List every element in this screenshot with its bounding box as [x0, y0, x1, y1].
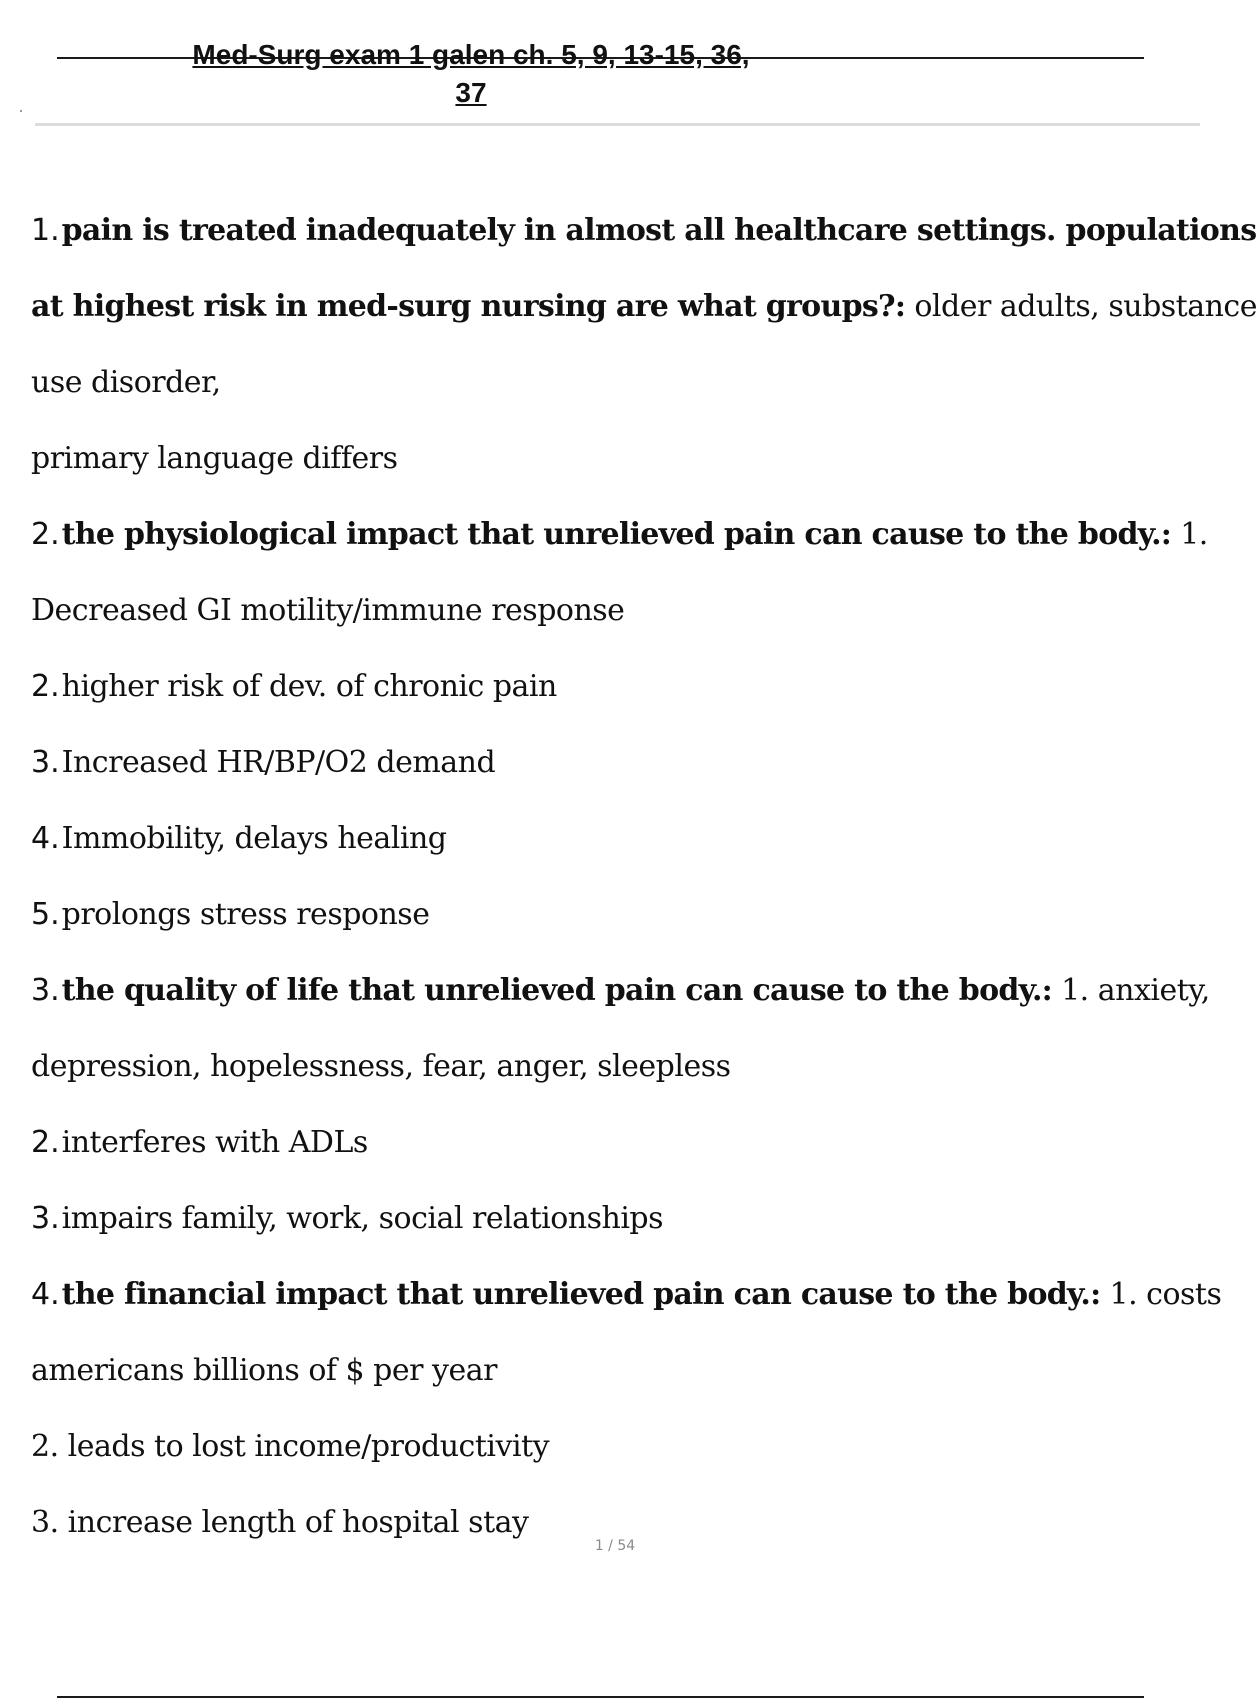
- page-title-line-2: 37: [455, 77, 487, 108]
- header-dot: [20, 110, 22, 112]
- answer-text: use disorder,: [31, 365, 221, 400]
- text-line-7: [31, 649, 1171, 725]
- text-line-15: [31, 1257, 1222, 1333]
- text-line-11: [31, 953, 1210, 1029]
- item-number: 5.: [31, 897, 60, 932]
- answer-text: depression, hopelessness, fear, anger, sleepless: [31, 1049, 731, 1084]
- answer-text: impairs family, work, social relationships: [61, 1201, 664, 1236]
- answer-text: higher risk of dev. of chronic pain: [61, 669, 557, 704]
- text-line-9: [31, 801, 1171, 877]
- answer-text: americans billions of $ per year: [31, 1353, 497, 1388]
- item-number: 4.: [31, 1277, 60, 1312]
- answer-text: interferes with ADLs: [61, 1125, 368, 1160]
- item-number: 3.: [31, 745, 60, 780]
- text-line-12: [31, 1029, 1171, 1105]
- text-line-8: [31, 725, 1171, 801]
- answer-text: prolongs stress response: [61, 897, 430, 932]
- item-number: 4.: [31, 821, 60, 856]
- answer-text: 2. leads to lost income/productivity: [31, 1429, 550, 1464]
- page-indicator: 1 / 54: [594, 1538, 636, 1554]
- item-number: 2.: [31, 1125, 60, 1160]
- item-number: 3.: [31, 973, 60, 1008]
- text-line-1: [31, 193, 1257, 269]
- answer-text: primary language differs: [31, 441, 398, 476]
- answer-text: Increased HR/BP/O2 demand: [61, 745, 496, 780]
- question-text: the quality of life that unrelieved pain can cause to the body.:: [61, 973, 1053, 1008]
- question-text: pain is treated inadequately in almost all healthcare settings. populations: [61, 213, 1257, 248]
- text-line-13: [31, 1105, 1171, 1181]
- question-text: at highest risk in med-surg nursing are what groups?:: [31, 289, 906, 324]
- item-number: 3.: [31, 1201, 60, 1236]
- text-line-6: [31, 573, 1171, 649]
- question-text: the financial impact that unrelieved pain can cause to the body.:: [61, 1277, 1101, 1312]
- item-number: 2.: [31, 517, 60, 552]
- page-title: [150, 36, 792, 112]
- answer-text: 1.: [1171, 517, 1208, 552]
- text-line-2: [31, 269, 1257, 345]
- answer-text: 1. costs: [1100, 1277, 1222, 1312]
- text-line-16: [31, 1333, 1171, 1409]
- answer-text: Decreased GI motility/immune response: [31, 593, 625, 628]
- answer-text: older adults, substance: [905, 289, 1257, 324]
- flashcard-list: [31, 193, 1257, 1561]
- text-line-14: [31, 1181, 1171, 1257]
- text-line-3: [31, 345, 1171, 421]
- text-line-5: [31, 497, 1208, 573]
- question-text: the physiological impact that unrelieved pain can cause to the body.:: [61, 517, 1172, 552]
- footer-rule: [57, 1696, 1144, 1698]
- answer-text: Immobility, delays healing: [61, 821, 447, 856]
- page-title-line-1: Med-Surg exam 1 galen ch. 5, 9, 13-15, 36,: [192, 39, 750, 70]
- text-line-4: [31, 421, 1171, 497]
- text-line-17: [31, 1409, 1171, 1485]
- answer-text: 1. anxiety,: [1052, 973, 1210, 1008]
- item-number: 2.: [31, 669, 60, 704]
- answer-text: 3. increase length of hospital stay: [31, 1505, 529, 1540]
- item-number: 1.: [31, 213, 60, 248]
- text-line-10: [31, 877, 1171, 953]
- header-divider: [35, 123, 1200, 126]
